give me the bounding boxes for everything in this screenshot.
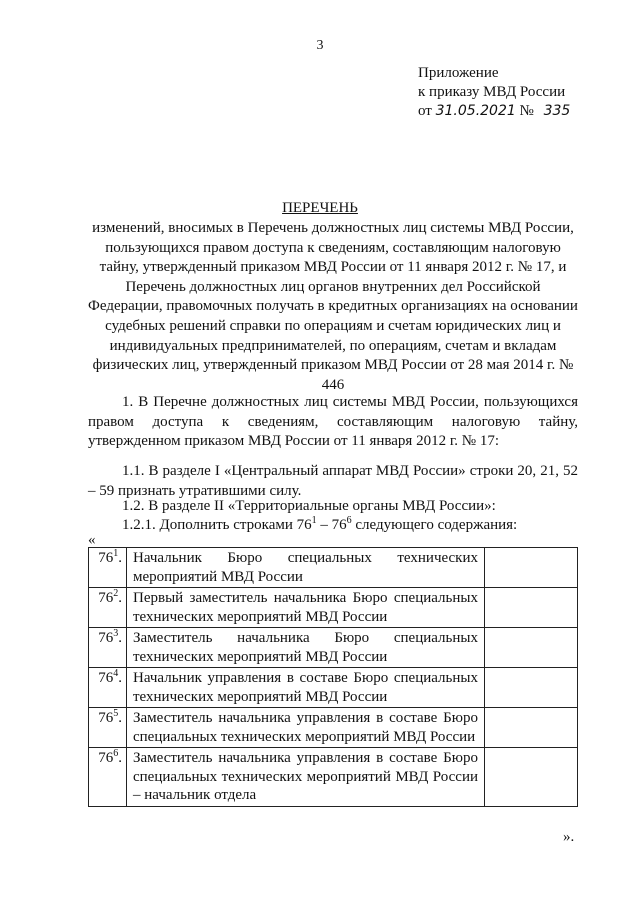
p121-post: следующего содержания:	[351, 517, 518, 533]
table-row	[89, 588, 578, 628]
row-empty-cell	[485, 628, 578, 668]
number-prefix: №	[519, 103, 534, 119]
document-title: ПЕРЕЧЕНЬ	[282, 200, 358, 216]
row-position: Заместитель начальника Бюро специальных технических мероприятий МВД России	[127, 628, 485, 668]
row-number: $76^1$.	[89, 548, 127, 588]
row-position: Первый заместитель начальника Бюро специальных технических мероприятий МВД России	[127, 588, 485, 628]
paragraph-1: 1. В Перечне должностных лиц системы МВД России, пользующихся правом доступа к сведениям, составляющим налоговую тайну, утвержденном приказом МВД России от 11 января 2012 г. № 17:	[88, 394, 578, 450]
table-row	[89, 668, 578, 708]
order-number: 335	[543, 103, 571, 119]
table-row	[89, 628, 578, 668]
order-date: 31.05.2021	[435, 103, 516, 119]
row-number: $76^3$.	[89, 628, 127, 668]
p121-pre: 1.2.1. Дополнить строками 76	[122, 517, 312, 533]
row-position: Заместитель начальника управления в составе Бюро специальных технических мероприятий МВД России	[127, 708, 485, 748]
document-subtitle: изменений, вносимых в Перечень должностных лиц системы МВД России, пользующихся правом доступа к сведениям, составляющим налоговую тайну, утвержденный приказом МВД России от 11 января 2012 г. № 17, и Перечень должностных лиц органов внутренних дел Российской Федерации, правомочных получать в кредитных организациях на основании судебных решений справки по операциям и счетам юридических лиц и индивидуальных предпринимателей, по операциям, счетам и вкладам физических лиц, утвержденный приказом МВД России от 28 мая 2014 г. № 446	[88, 220, 578, 393]
row-empty-cell	[485, 748, 578, 807]
row-empty-cell	[485, 668, 578, 708]
date-prefix: от	[418, 103, 432, 119]
row-position: Начальник управления в составе Бюро специальных технических мероприятий МВД России	[127, 668, 485, 708]
approval-stamp	[418, 64, 570, 121]
paragraph-1-2: 1.2. В разделе II «Территориальные органы МВД России»:	[122, 498, 496, 514]
row-position: Заместитель начальника управления в составе Бюро специальных технических мероприятий МВД России – начальник отдела	[127, 748, 485, 807]
row-number: $76^4$.	[89, 668, 127, 708]
approval-line-2: к приказу МВД России	[418, 84, 566, 100]
quote-open: «	[88, 532, 96, 548]
table-row	[89, 748, 578, 807]
paragraph-1-2-1	[88, 516, 578, 536]
quote-close: ».	[563, 829, 575, 845]
row-empty-cell	[485, 548, 578, 588]
page-number: 3	[316, 38, 324, 53]
p121-mid: – 76	[316, 517, 347, 533]
row-number: $76^6$.	[89, 748, 127, 807]
row-number: $76^5$.	[89, 708, 127, 748]
table-row	[89, 548, 578, 588]
approval-line-1: Приложение	[418, 65, 499, 81]
approval-date-line	[418, 102, 570, 121]
row-position: Начальник Бюро специальных технических мероприятий МВД России	[127, 548, 485, 588]
row-empty-cell	[485, 708, 578, 748]
p121-sup1: 1	[311, 515, 317, 526]
positions-table	[88, 547, 578, 807]
table-row	[89, 708, 578, 748]
paragraph-1-1: 1.1. В разделе I «Центральный аппарат МВД России» строки 20, 21, 52 – 59 признать утратившими силу.	[88, 463, 578, 499]
row-empty-cell	[485, 588, 578, 628]
row-number: $76^2$.	[89, 588, 127, 628]
p121-sup2: 6	[346, 515, 352, 526]
